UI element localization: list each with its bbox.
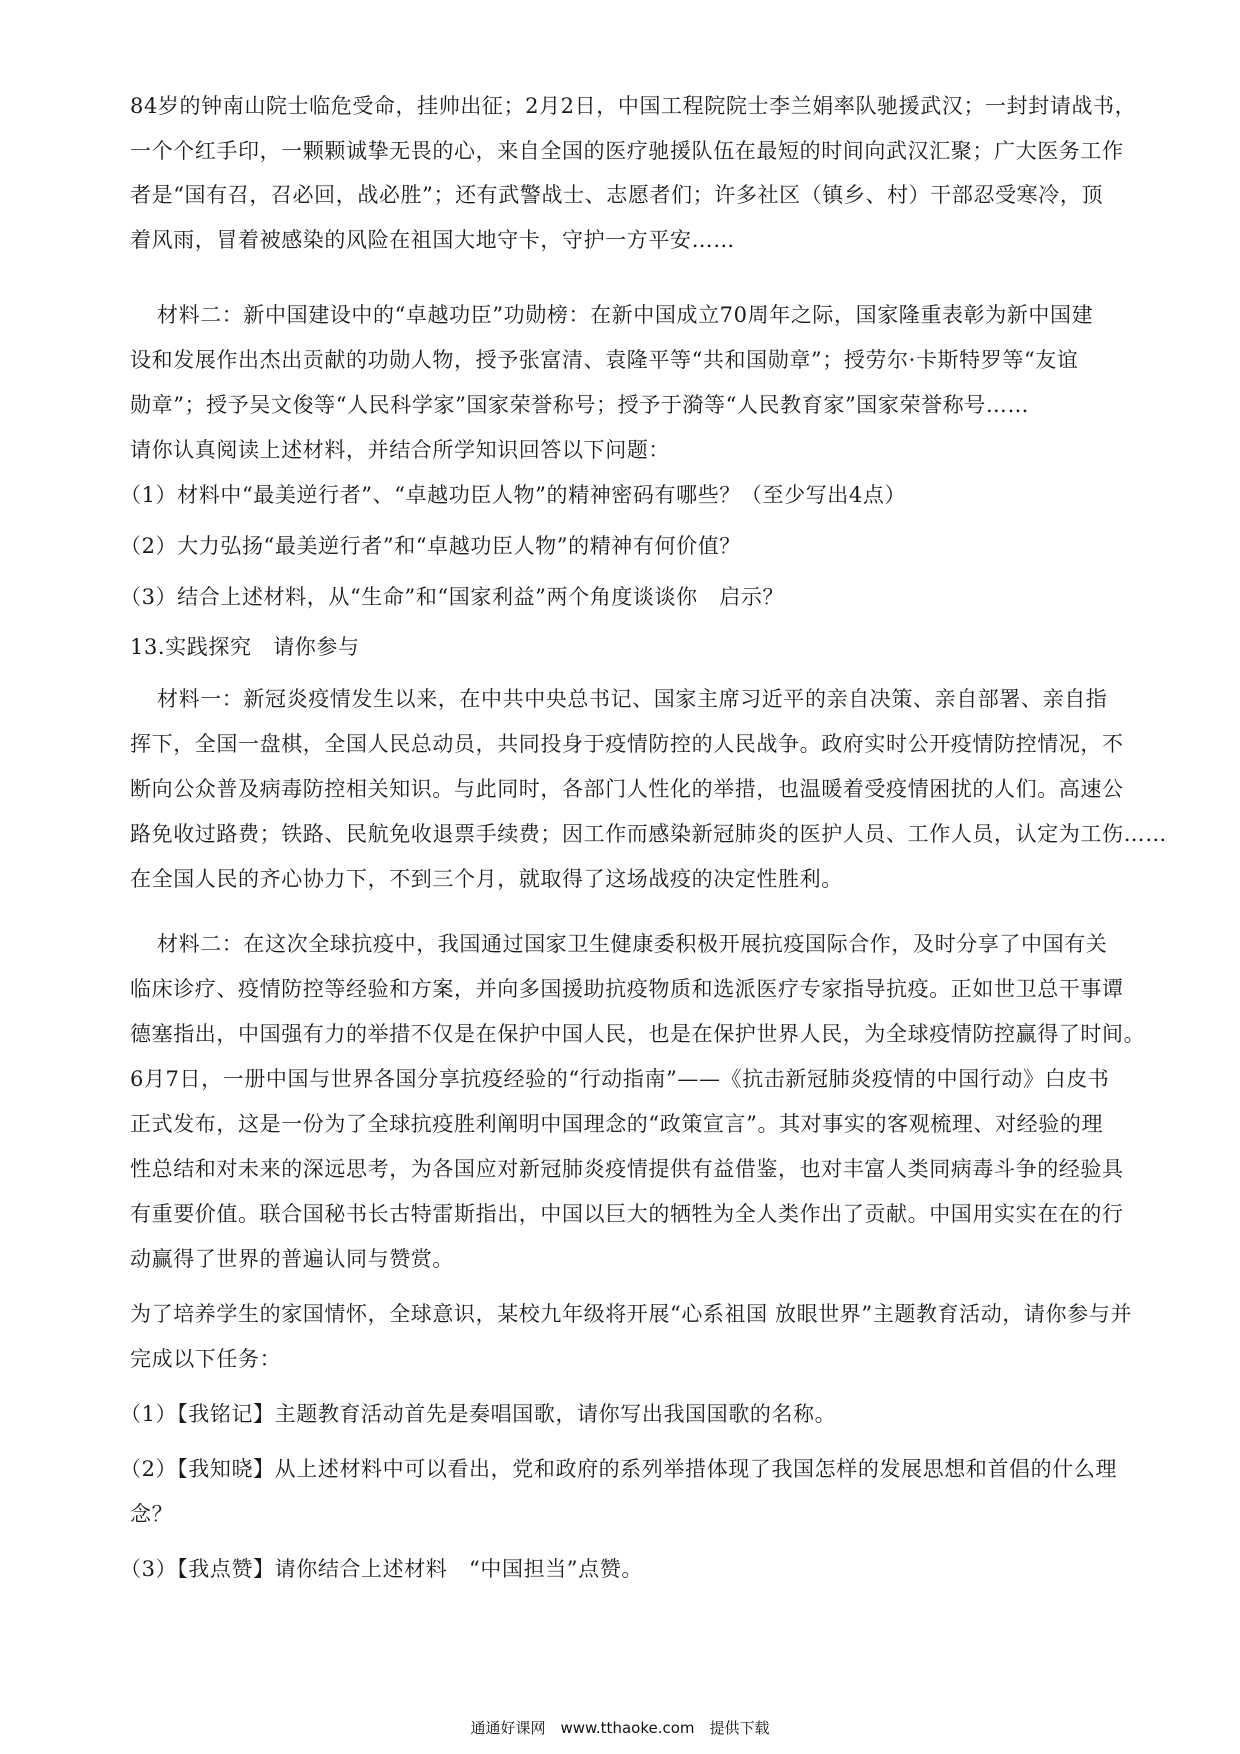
material-one-paragraph: 材料一：新冠炎疫情发生以来，在中共中央总书记、国家主席习近平的亲自决策、亲自部署、亲自指	[157, 687, 1108, 711]
material-two-paragraph: 材料二：新中国建设中的“卓越功臣”功勋榜：在新中国成立70周年之际，国家隆重表彰为新中国建	[157, 303, 1094, 327]
text-line: 一个个红手印，一颗颗诚挚无畏的心，来自全国的医疗驰援队伍在最短的时间向武汉汇聚；广大医务工作	[130, 139, 1124, 163]
text-line: 临床诊疗、疫情防控等经验和方案，并向多国援助抗疫物质和选派医疗专家指导抗疫。正如世卫总干事谭	[130, 977, 1124, 1001]
instruction-line: 为了培养学生的家国情怀，全球意识，某校九年级将开展“心系祖国 放眼世界”主题教育活动，请你参与并	[130, 1302, 1132, 1326]
page-footer: 通通好课网 www.tthaoke.com 提供下载	[470, 1719, 770, 1737]
text-line: 德塞指出，中国强有力的举措不仅是在保护中国人民，也是在保护世界人民，为全球疫情防控赢得了时间。	[130, 1022, 1146, 1046]
text-line: 者是“国有召，召必回，战必胜”；还有武警战士、志愿者们；许多社区（镇乡、村）干部忍受寒冷，顶	[130, 183, 1104, 207]
question-3: （3）结合上述材料，从“生命”和“国家利益”两个角度谈谈你 启示？	[120, 585, 785, 609]
question-2: （2）大力弘扬“最美逆行者”和“卓越功臣人物”的精神有何价值？	[120, 534, 741, 558]
text-line: 在全国人民的齐心协力下，不到三个月，就取得了这场战疫的决定性胜利。	[130, 867, 843, 891]
text-line: 着风雨，冒着被感染的风险在祖国大地守卡，守护一方平安……	[130, 228, 735, 252]
text-line: 84岁的钟南山院士临危受命，挂帅出征；2月2日，中国工程院院士李兰娟率队驰援武汉；一封封请战书，	[130, 94, 1137, 118]
instruction-line: 完成以下任务：	[130, 1347, 282, 1371]
task-3: （3）【我点赞】请你结合上述材料 “中国担当”点赞。	[120, 1557, 643, 1581]
text-line: 正式发布，这是一份为了全球抗疫胜利阐明中国理念的“政策宣言”。其对事实的客观梳理、对经验的理	[130, 1112, 1104, 1136]
task-1: （1）【我铭记】主题教育活动首先是奏唱国歌，请你写出我国国歌的名称。	[120, 1402, 837, 1426]
instruction-line: 请你认真阅读上述材料，并结合所学知识回答以下问题：	[130, 438, 670, 462]
text-line: 挥下，全国一盘棋，全国人民总动员，共同投身于疫情防控的人民战争。政府实时公开疫情防控情况，不	[130, 732, 1124, 756]
text-line: 路免收过路费；铁路、民航免收退票手续费；因工作而感染新冠肺炎的医护人员、工作人员，认定为工伤……	[130, 822, 1167, 846]
text-line: 断向公众普及病毒防控相关知识。与此同时，各部门人性化的举措，也温暖着受疫情困扰的人们。高速公	[130, 777, 1124, 801]
material-two-paragraph: 材料二：在这次全球抗疫中，我国通过国家卫生健康委积极开展抗疫国际合作，及时分享了中国有关	[157, 932, 1108, 956]
text-line: 6月7日，一册中国与世界各国分享抗疫经验的“行动指南”——《抗击新冠肺炎疫情的中国行动》白皮书	[130, 1067, 1110, 1091]
text-line: 性总结和对未来的深远思考，为各国应对新冠肺炎疫情提供有益借鉴，也对丰富人类同病毒斗争的经验具	[130, 1157, 1124, 1181]
text-line: 念？	[130, 1502, 174, 1526]
text-line: 动赢得了世界的普遍认同与赞赏。	[130, 1247, 454, 1271]
question-1: （1）材料中“最美逆行者”、“卓越功臣人物”的精神密码有哪些？（至少写出4点）	[120, 483, 907, 507]
section-heading: 13.实践探究 请你参与	[130, 635, 360, 659]
text-line: 勋章”；授予吴文俊等“人民科学家”国家荣誉称号；授予于漪等“人民教育家”国家荣誉称号……	[130, 393, 1030, 417]
text-line: 有重要价值。联合国秘书长古特雷斯指出，中国以巨大的牺牲为全人类作出了贡献。中国用实实在在的行	[130, 1202, 1124, 1226]
text-line: 设和发展作出杰出贡献的功勋人物，授予张富清、袁隆平等“共和国勋章”；授劳尔·卡斯特罗等“友谊	[130, 348, 1079, 372]
task-2: （2）【我知晓】从上述材料中可以看出，党和政府的系列举措体现了我国怎样的发展思想和首倡的什么理	[120, 1457, 1118, 1481]
